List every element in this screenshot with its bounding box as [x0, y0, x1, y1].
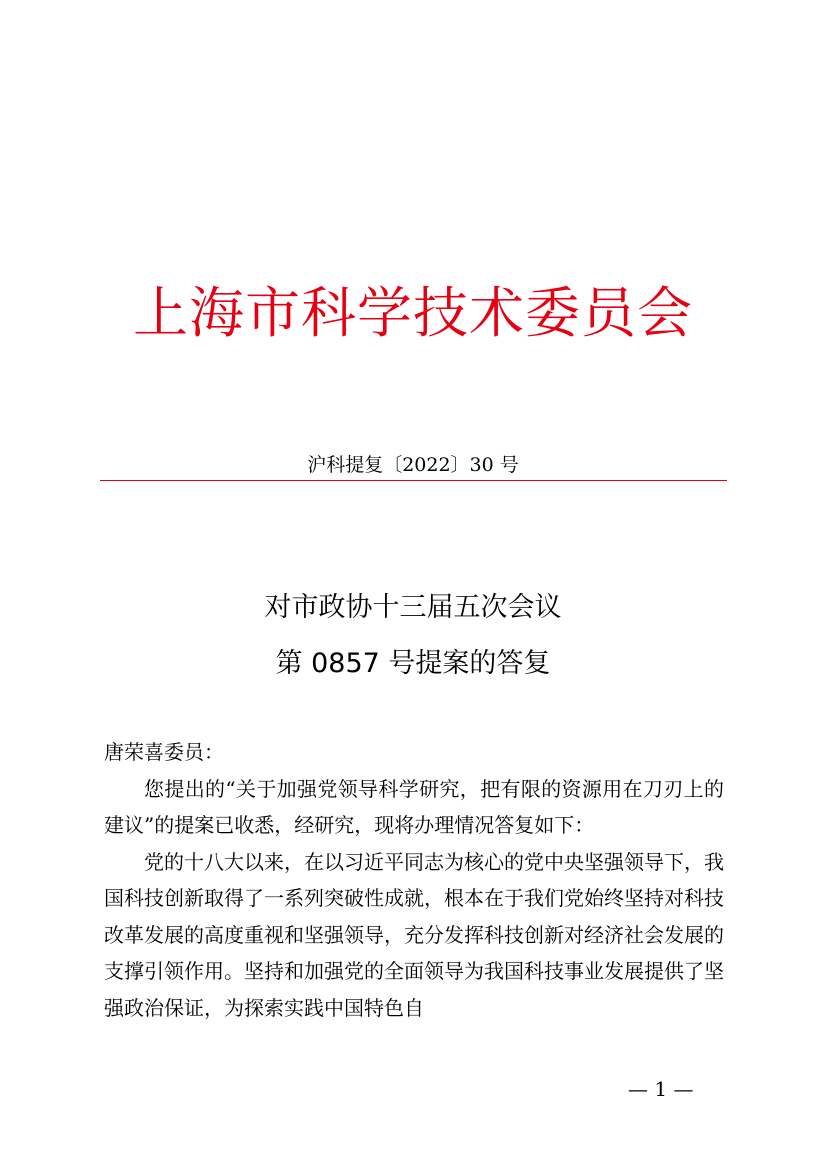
salutation: 唐荣喜委员： — [104, 740, 224, 764]
organization-title: 上海市科学技术委员会 — [132, 281, 693, 345]
page-number: — 1 — — [628, 1077, 694, 1101]
document-title-line-1: 对市政协十三届五次会议 — [264, 592, 562, 623]
document-title — [0, 580, 826, 692]
body-paragraph-2: 党的十八大以来，在以习近平同志为核心的党中央坚强领导下，我国科技创新取得了一系列突破性成就，根本在于我们党始终坚持对科技改革发展的高度重视和坚强领导，充分发挥科技创新对经济社会发展的支撑引领作用。坚持和加强党的全面领导为我国科技事业发展提供了坚强政治保证，为探索实践中国特色自 — [104, 849, 724, 1020]
document-title-line-2: 第 0857 号提案的答复 — [275, 648, 551, 679]
red-divider-line — [100, 480, 727, 481]
document-body — [104, 734, 724, 1026]
body-paragraph-1: 您提出的“关于加强党领导科学研究，把有限的资源用在刀刃上的建议”的提案已收悉，经研究，现将办理情况答复如下： — [104, 776, 724, 837]
document-number: 沪科提复〔2022〕30 号 — [307, 454, 519, 476]
